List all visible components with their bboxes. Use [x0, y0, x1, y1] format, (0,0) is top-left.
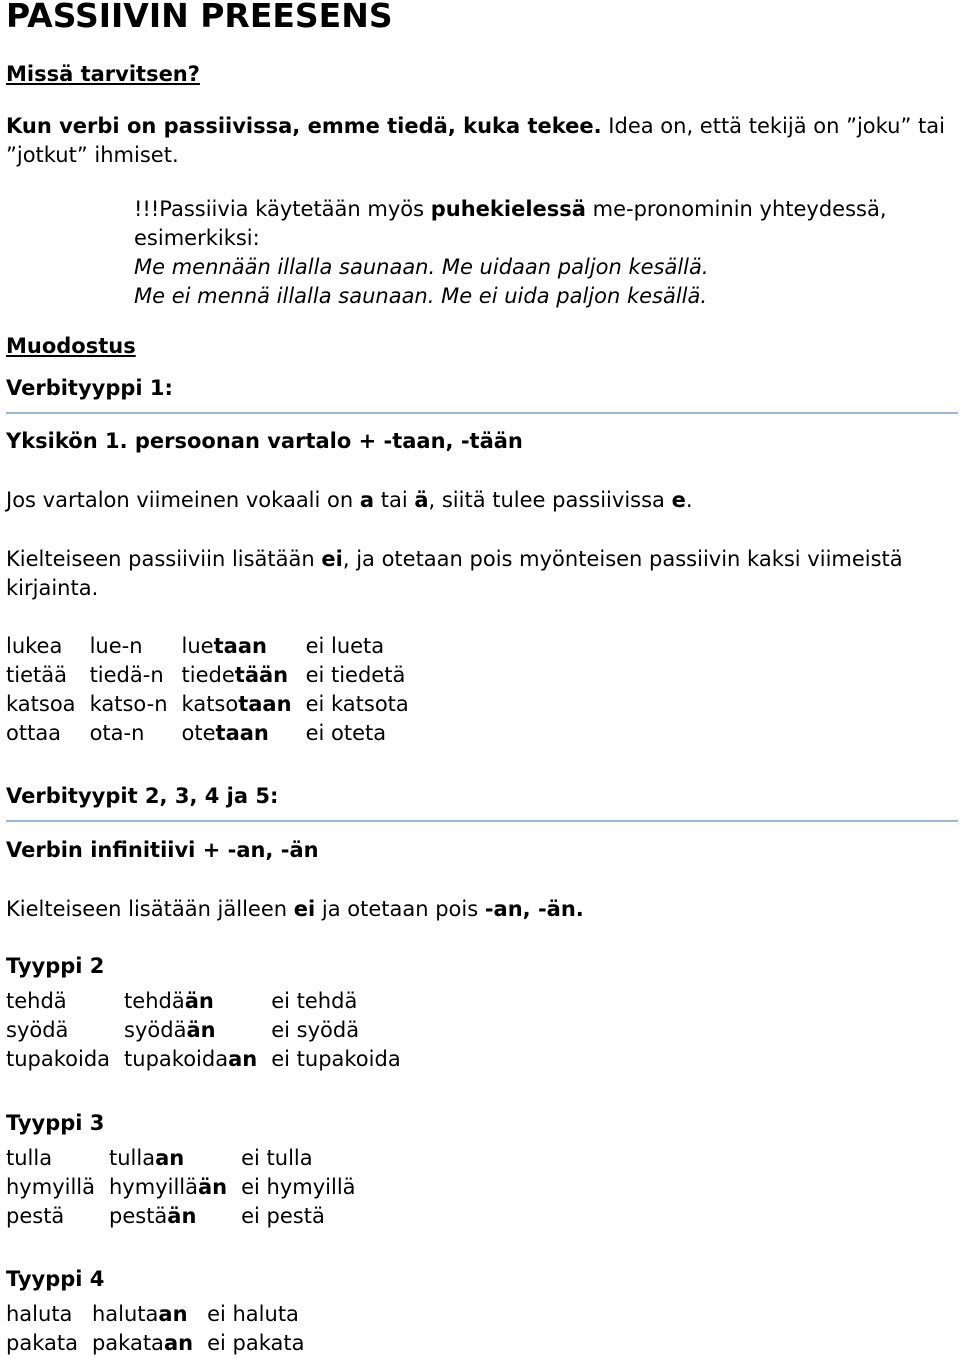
intro-line2: ”jotkut” ihmiset. [6, 143, 179, 167]
stem-form: ota-n [89, 721, 145, 745]
text: ja otetaan pois [315, 897, 485, 921]
text: Kielteiseen passiiviin lisätään [6, 547, 322, 571]
passive-ending: än [184, 989, 214, 1013]
passive-ending: an [228, 1047, 258, 1071]
infinitive: pakata [6, 1331, 78, 1355]
passive-ending: an [163, 1331, 194, 1355]
negative-form: ei hymyillä [241, 1175, 356, 1199]
passive-stem: lue [181, 634, 214, 658]
infinitive: syödä [6, 1018, 69, 1042]
passive-stem: pestä [109, 1204, 168, 1228]
type1-paragraph-1 [6, 486, 693, 515]
table-row [6, 661, 423, 690]
bold-ae: ä [414, 488, 429, 512]
passive-stem: tiede [181, 663, 235, 687]
passive-stem: katso [181, 692, 239, 716]
infinitive: haluta [6, 1302, 73, 1326]
bold-a: a [359, 488, 375, 512]
text: tai [374, 488, 415, 512]
table-row [6, 1144, 370, 1173]
negative-form: ei tulla [241, 1146, 313, 1170]
divider-line-1 [6, 412, 958, 414]
passive-form [182, 661, 306, 690]
table-row [6, 719, 423, 748]
passive-stem: ote [181, 721, 216, 745]
infinitive: tehdä [6, 989, 67, 1013]
types2to5-heading: Verbityypit 2, 3, 4 ja 5: [6, 784, 279, 808]
passive-ending: än [167, 1204, 197, 1228]
page-title: PASSIIVIN PREESENS [6, 0, 393, 35]
passive-ending: an [158, 1302, 188, 1326]
note-paragraph [134, 195, 887, 311]
negative-form: ei lueta [305, 634, 385, 658]
table-row [6, 1329, 318, 1358]
note-example-2: Me ei mennä illalla saunaan. Me ei uida paljon kesällä. [134, 284, 708, 308]
bold-endings: -an, -än. [484, 897, 584, 921]
divider-line-2 [6, 820, 958, 822]
infinitive: tietää [6, 663, 67, 687]
table-row [6, 1045, 415, 1074]
note-bold: puhekielessä [430, 197, 586, 221]
infinitive: tulla [6, 1146, 53, 1170]
passive-form [92, 1329, 207, 1358]
passive-ending: taan [213, 634, 267, 658]
passive-ending: taan [215, 721, 269, 745]
note-example-1: Me mennään illalla saunaan. Me uidaan paljon kesällä. [134, 255, 709, 279]
infinitive: ottaa [6, 721, 62, 745]
table-row [6, 1202, 370, 1231]
type4-table [6, 1300, 318, 1358]
note-prefix: !!!Passiivia käytetään myös [134, 197, 431, 221]
type2-table [6, 987, 415, 1074]
section-heading-form: Muodostus [6, 334, 136, 358]
passive-form [109, 1144, 241, 1173]
passive-ending: tään [234, 663, 289, 687]
passive-stem: tulla [109, 1146, 156, 1170]
section-heading-need: Missä tarvitsen? [6, 62, 200, 86]
passive-form [182, 632, 306, 661]
infinitive: pestä [6, 1204, 65, 1228]
stem-form: katso-n [89, 692, 168, 716]
passive-ending: än [186, 1018, 216, 1042]
type2-heading: Tyyppi 2 [6, 954, 105, 978]
text: . [685, 488, 693, 512]
passive-stem: syödä [124, 1018, 187, 1042]
passive-form [124, 987, 271, 1016]
type1-paragraph-2 [6, 545, 903, 603]
table-row [6, 632, 423, 661]
text: kirjainta. [6, 576, 99, 600]
negative-form: ei pestä [241, 1204, 325, 1228]
passive-stem: tehdä [124, 989, 185, 1013]
negative-form: ei katsota [305, 692, 409, 716]
passive-stem: tupakoida [124, 1047, 229, 1071]
bold-e: e [671, 488, 686, 512]
intro-paragraph [6, 112, 945, 170]
text: Jos vartalon viimeinen vokaali on [6, 488, 360, 512]
passive-form [109, 1202, 241, 1231]
text: Kielteiseen lisätään jälleen [6, 897, 294, 921]
bold-ei: ei [321, 547, 343, 571]
passive-form [92, 1300, 207, 1329]
type3-table [6, 1144, 370, 1231]
text: , ja otetaan pois myönteisen passiivin kaksi viimeistä [342, 547, 903, 571]
passive-form [109, 1173, 241, 1202]
stem-form: lue-n [89, 634, 143, 658]
types2to5-rule: Verbin infinitiivi + -an, -än [6, 838, 319, 862]
passive-form [124, 1045, 271, 1074]
table-row [6, 987, 415, 1016]
intro-rest: Idea on, että tekijä on ”joku” tai [601, 114, 945, 138]
negative-form: ei tupakoida [271, 1047, 401, 1071]
passive-stem: pakata [91, 1331, 164, 1355]
passive-ending: an [155, 1146, 185, 1170]
stem-form: tiedä-n [89, 663, 164, 687]
table-row [6, 1016, 415, 1045]
negative-form: ei syödä [271, 1018, 360, 1042]
negative-form: ei tehdä [271, 989, 358, 1013]
type4-heading: Tyyppi 4 [6, 1267, 105, 1291]
infinitive: tupakoida [6, 1047, 111, 1071]
passive-form [182, 719, 306, 748]
infinitive: katsoa [6, 692, 76, 716]
table-row [6, 1173, 370, 1202]
type3-heading: Tyyppi 3 [6, 1111, 105, 1135]
note-line2: esimerkiksi: [134, 226, 260, 250]
table-row [6, 1300, 318, 1329]
infinitive: hymyillä [6, 1175, 95, 1199]
text: , siitä tulee passiivissa [428, 488, 672, 512]
negative-form: ei oteta [305, 721, 387, 745]
passive-stem: hymyillä [109, 1175, 198, 1199]
intro-bold: Kun verbi on passiivissa, emme tiedä, kuka tekee. [6, 114, 602, 138]
table-row [6, 690, 423, 719]
negative-form: ei pakata [207, 1331, 305, 1355]
negative-form: ei tiedetä [305, 663, 406, 687]
passive-ending: än [198, 1175, 228, 1199]
passive-ending: taan [238, 692, 292, 716]
type1-rule: Yksikön 1. persoonan vartalo + -taan, -tään [6, 429, 523, 453]
passive-form [182, 690, 306, 719]
bold-ei: ei [293, 897, 316, 921]
passive-stem: haluta [91, 1302, 159, 1326]
passive-form [124, 1016, 271, 1045]
infinitive: lukea [6, 634, 63, 658]
types2to5-paragraph [6, 895, 584, 924]
type1-heading: Verbityyppi 1: [6, 376, 173, 400]
type1-table [6, 632, 423, 748]
negative-form: ei haluta [207, 1302, 299, 1326]
note-suffix: me-pronominin yhteydessä, [585, 197, 887, 221]
